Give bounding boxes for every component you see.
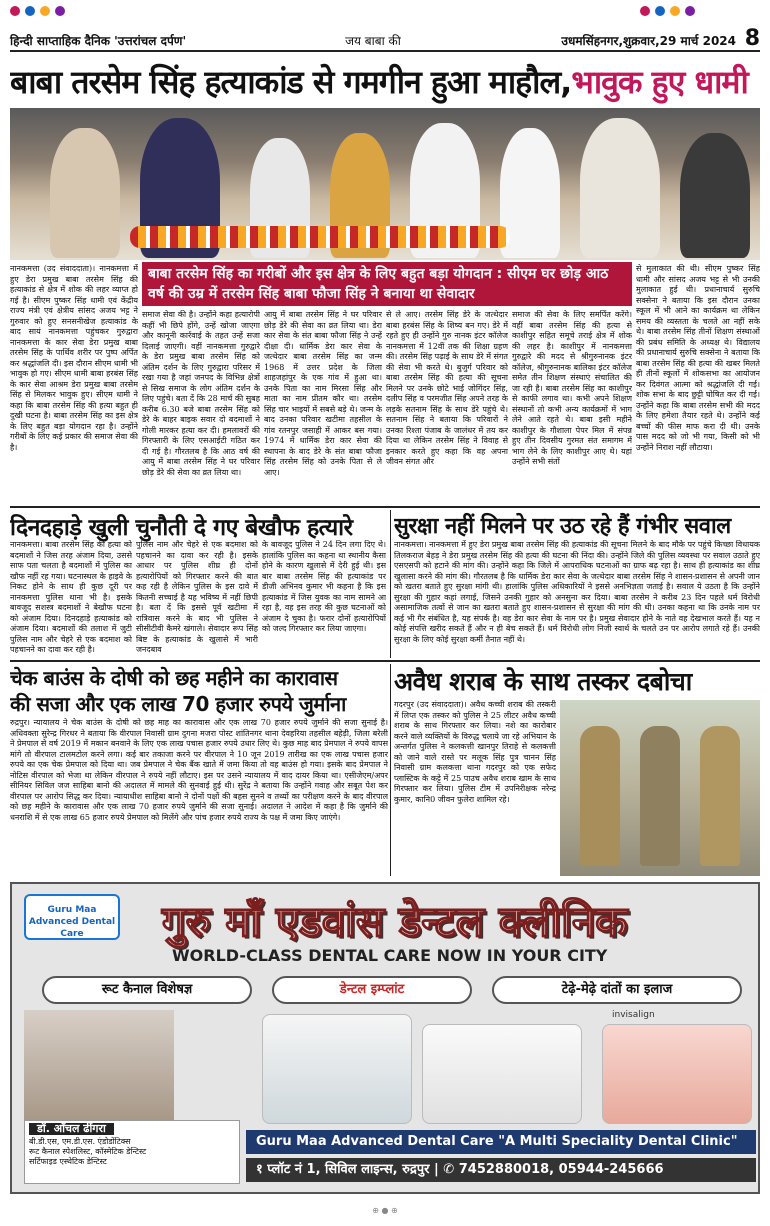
paper-name: हिन्दी साप्ताहिक दैनिक 'उत्तरांचल दर्पण' (10, 33, 187, 48)
ad-title: गुरु माँ एडवांस डेन्टल क्लीनिक (162, 897, 628, 946)
doctor-name: डॉ. आँचल ढींगरा (29, 1123, 114, 1135)
ad-tagline: WORLD-CLASS DENTAL CARE NOW IN YOUR CITY (172, 946, 608, 965)
lead-headline-accent: भावुक हुए धामी (571, 63, 748, 101)
dot (55, 6, 65, 16)
flower-garland (130, 226, 510, 248)
clinic-logo (24, 894, 120, 940)
color-dots-right (640, 6, 695, 16)
story4-body: रुद्रपुर। न्यायालय ने चेक बाउंस के दोषी को छह माह का कारावास और एक लाख 70 हजार रुपये जुर्माने की सजा सुनाई है। अधिवक्ता सुरेन्द्र गिरधर ने बताया कि वीरपाल निवासी ग्राम दुगना मजरा पोस्ट शांतिनगर थाना देवहरिया तहसील बहेड़ी, जिला बरेली ने प्रेमपाल से वर्ष 2019 में मकान बनवाने के लिए एक लाख पचास हजार रुपये उधार लिए थे। कुछ माह बाद प्रेमपाल ने रुपये वापस मांगे तो वीरपाल टालमटोल करने लगा। कई बार तकाजा करने पर वीरपाल ने 10 जून 2019 तारीख का एक लाख पचास हजार रुपये का एक चेक प्रेमपाल को दिया था। जब प्रेमपाल ने चेक बैंक खाते में जमा किया तो वह बाउंस हो गया। इसके बाद प्रेमपाल ने नोटिस वीरपाल को भेजा था लेकिन वीरपाल ने रुपये नहीं लौटाए। इस पर उसने न्यायालय में वाद दायर किया था। एसीजेएम/अपर सीनियर सिविल जज साहिबा बानो की अदालत में मामले की सुनवाई हुई थी। सुरेंद्र ने बताया कि उन्होंने गवाह और सबूत पेश कर वीरपाल पर आरोप सिद्ध कर दिया। न्यायाधीश साहिबा बानो ने दोनों पक्षों की बहस सुनने व तथ्यों का परीक्षण करने के बाद वीरपाल को छह महीने के कारावास और एक लाख 70 हजार रुपये जुर्माने की सजा सुनाई। अदालत ने आदेश में कहा है कि जुर्माने की धनराशि में से एक लाख 65 हजार रुपये प्रेमपाल को मिलेंगे और पांच हजार रुपये राज्य के पक्ष में जमा किए जाएंगे। (10, 718, 388, 822)
divider (390, 510, 391, 658)
service-pill-implant: डेन्टल इम्प्लांट (272, 976, 472, 1004)
story4-headline-line2: की सजा और एक लाख 70 हजार रुपये जुर्माना (10, 692, 346, 716)
dot (40, 6, 50, 16)
story5-photo (560, 700, 760, 876)
police-officer-figure (580, 726, 620, 866)
person-figure (50, 128, 120, 258)
lead-subhead: बाबा तरसेम सिंह का गरीबों और इस क्षेत्र के लिए बहुत बड़ा योगदान : सीएम घर छोड़ आठ वर्ष की उम्र में तरसेम सिंह बाबा फौजा सिंह ने बनाया था सेवादार (142, 262, 632, 306)
dot (10, 6, 20, 16)
lead-col-3: आयु में बाबा तरसेम सिंह ने घर परिवार छोड़ डेरे की सेवा का व्रत लिया था। डेरा कार सेवा के संत बाबा फौजा सिंह ने उन्हें दीक्षा दी। धार्मिक डेरा कार सेवा के जत्थेदार बाबा तरसेम सिंह का जन्म 1968 में उत्तर प्रदेश के जिला शाहजहांपुर के एक गांव में हुआ था। उनके पिता का नाम मिरसा सिंह और माता का नाम प्रीतम कौर था। तरसेम सिंह चार भाइयों में सबसे बड़े थे। जन्म के बाद उनका परिवार खटीमा तहसील के गांव रतनपुर जसाही में आकर बस गया। 1974 में धार्मिक डेरा कार सेवा की स्थापना के बाद डेरे के संत बाबा फौजा सिंह तरसेम सिंह को उनके पिता से ले आए। (264, 310, 382, 477)
doctor-photo (24, 1010, 174, 1120)
lead-col-5: समाज की सेवा के लिए समर्पित करेंगे। वहीं बाबा तरसेम सिंह की हत्या से काशीपुर सहित समूचे तराई क्षेत्र में शोक की लहर है। काशीपुर में नानकमत्ता गुरुद्वारे की मदद से श्रीगुरुनानक इंटर कॉलेज, श्रीगुरुनानक बालिका इंटर कॉलेज समेत तीन शिक्षण संस्थाएं संचालित की जा रही है। बाबा तरसेम सिंह का काशीपुर से काफी लगाव था। कभी अपने शिक्षण संस्थानों तो कभी अन्य कार्यक्रमों में भाग लेने आते रहते थे। बाबा इसी महीने काशीपुर के गौशाला पेपर मिल में संपन्न हुए तीन दिवसीय गुरमत संत समागम में भाग लेने के लिए काशीपुर आए थे। यहां उन्होंने सभी संतों (512, 310, 632, 466)
story5-body: गदरपुर (उद संवाददाता)। अवैध कच्ची शराब की तस्करी में लिप्त एक तस्कर को पुलिस ने 25 लीटर अवैध कच्ची शराब के साथ गिरफ्तार कर लिया। नशे का कारोबार करने वाले व्यक्तियों के विरुद्ध चलाये जा रहे अभियान के अन्तर्गत पुलिस ने कलकत्ती खानपुर तिराहे से कलकत्ती को जाने वाले रास्ते पर मलूक सिंह पुत्र चानन सिंह निवासी ग्राम कलकत्ता थाना गदरपुर को एक सफेद प्लास्टिक के कट्टे में 25 पाउच अवैध शराब खाम के साथ गिरफ्तार कर लिया। पुलिस टीम में उपनिरीक्षक नरेन्द्र कुमार, कानि0 जीवन फुलेरा शामिल रहे। (394, 700, 556, 804)
dot (670, 6, 680, 16)
lead-photo (10, 108, 760, 260)
dot (655, 6, 665, 16)
dateline: उधमसिंहनगर,शुक्रवार,29 मार्च 2024 (561, 33, 736, 48)
lead-col-4: से ले आए। तरसेम सिंह डेरे के जत्थेदार बाबा हरबंस सिंह के शिष्य बन गए। डेरे में रहते हुए ही उन्होंने गुरु नानक इंटर कॉलेज नानकमत्ता में 12वीं तक की शिक्षा ग्रहण की। तरसेम सिंह पढ़ाई के साथ डेरे में संगत की सेवा भी करते थे। बुजुर्ग परिवार को बाबा तरसेम सिंह की हत्या की सूचना मिलने पर उनके छोटे भाई जोगिंदर सिंह, दलीप सिंह व परमजीत सिंह अपने तरह के लड़के सतनाम सिंह के साथ डेरे पहुंचे थे। सतनाम सिंह ने बताया कि परिवारों ने उनका रिश्ता पंजाब के जालंधर में तय कर दिया था लेकिन तरसेम सिंह ने विवाह से इनकार करते हुए कहा कि वह अपना जीवन संगत और (386, 310, 508, 466)
lead-col-6: से मुलाकात की थी। सीएम पुष्कर सिंह धामी और सांसद अजय भट्ट से भी उनकी मुलाकात हुई थी। प्रधानाचार्य सुरुचि सक्सेना ने बताया कि इस दौरान उनका स्कूल में भी आने का कार्यक्रम था लेकिन समय की व्यस्तता के चलते आ नहीं सके थे। बाबा तरसेम सिंह तीनों शिक्षण संस्थाओं की प्रबंध समिति के अध्यक्ष थे। विद्यालय की प्रधानाचार्य सुरुचि सक्सेना ने बताया कि बाबा तरसेम सिंह की हत्या की खबर मिलते ही तीनों स्कूलों में शोकसभा का आयोजन कर दिवंगत आत्मा को श्रद्धांजलि दी गई। शोक सभा के बाद छुट्टी घोषित कर दी गई। उन्होंने कहा कि बाबा तरसेम सभी की मदद के लिए हमेशा तैयार रहते थे। उन्होंने कई बच्चों की फीस माफ करा दी थी। उनके पास मदद को जो भी गया, किसी को भी उन्होंने निराश नहीं लौटाया। (636, 264, 760, 452)
lead-col-1: नानकमत्ता (उद संवाददाता)। नानकमत्ता में हुए डेरा प्रमुख बाबा तरसेम सिंह की हत्याकांड से क्षेत्र में शोक की लहर व्याप्त हो गई है। सीएम पुष्कर सिंह धामी एवं केंद्रीय राज्य मंत्री एवं क्षेत्रीय सांसद अजय भट्ट ने गुरुवार को हुए सनसनीखेज हत्याकांड के बाद सायं नानकमत्ता पहुंचकर गुरुद्वारा नानकमत्ता के कार सेवा डेरा प्रमुख बाबा तरसेम सिंह के पार्थिव शरीर पर पुष्प अर्पित कर श्रद्धांजलि दी। इस दौरान सीएम धामी भी भावुक हो गए। सीएम धामी बाबा हरबंस सिंह के कार सेवा आश्रम डेरा प्रमुख बाबा तरसेम सिंह से मिलकर भावुक हुए। सीएम धामी ने कहा कि बाबा तरसेम सिंह की हत्या बहुत ही दुखी घटना है। बाबा तरसेम सिंह का इस क्षेत्र के लिए बहुत बड़ा योगदान रहा है। उन्होंने गरीबों के लिए कई प्रकार की समाज सेवा की है। (10, 264, 138, 452)
lead-headline-main: बाबा तरसेम सिंह हत्याकांड से गमगीन हुआ माहौल, (10, 63, 572, 101)
doctor-qual-3: सर्टिफाइड एस्थेटिक डेन्टिस्ट (29, 1157, 107, 1166)
clinic-banner: Guru Maa Advanced Dental Care "A Multi Speciality Dental Clinic" (246, 1130, 756, 1154)
dental-clinic-ad (10, 882, 760, 1194)
story2-col-2: पुलिस नाम और चेहरे से एक बदमाश को पहचानने का दावा कर रही है। इसके आधार पर पुलिस शीघ्र ही दोनों हत्यारोपियों को गिरफ्तार करने की बात कह रही है लेकिन पुलिस के इस दावे में कितनी सच्चाई है यह भविष्य में नहीं छिपी है। बता दें कि इससे पूर्व खटीमा में रात्रिवास करने के बाद भी पुलिस ने सीसीटीवी कैमरे खंगाले। सेवादार रूप सिंह बिष्ट के हत्याकांड के खुलासे में भारी जनदबाव (136, 540, 258, 654)
arrested-man-figure (640, 726, 680, 866)
clinic-address: १ प्लॉट नं 1, सिविल लाइन्स, रुद्रपुर | ✆ 7452880018, 05944-245666 (246, 1158, 756, 1182)
lead-col-2: समाज सेवा की है। उन्होंने कहा हत्यारोपी कहीं भी छिपे होंगे, उन्हें खोजा जाएगा और कानूनी कार्रवाई के तहत उन्हें सजा दिलाई जाएगी। वहीं नानकमत्ता गुरुद्वारे के डेरा प्रमुख बाबा तरसेम सिंह को अंतिम दर्शन के लिए गुरुद्वारा परिसर में रखा गया है जहां जनपद के विभिन्न क्षेत्रों से सिख समाज के लोग अंतिम दर्शन के लिए पहुंचे। बता दें कि 28 मार्च की सुबह करीब 6.30 बजे बाबा तरसेम सिंह को डेरे के बाहर बाइक सवार दो बदमाशों ने गोली मारकर हत्या कर दी। हमलावरों की गिरफ्तारी के लिए एसआईटी गठित कर दी गई है। गौरतलब है कि आठ वर्ष की आयु में बाबा तरसेम सिंह ने घर परिवार छोड़ डेरे की सेवा का व्रत लिया था। (142, 310, 260, 477)
story4-headline-line1: चेक बाउंस के दोषी को छह महीने का कारावास (10, 666, 338, 690)
story3-headline: सुरक्षा नहीं मिलने पर उठ रहे हैं गंभीर सवाल (394, 514, 731, 539)
implant-illustration (262, 1014, 412, 1124)
story5-headline: अवैध शराब के साथ तस्कर दबोचा (394, 667, 692, 696)
page-number: 8 (744, 26, 760, 51)
aligner-brand-mark: invisalign (612, 1010, 655, 1020)
person-figure (580, 118, 660, 258)
service-pill-root-canal: रूट कैनाल विशेषज्ञ (42, 976, 252, 1004)
logo-line-1: Guru Maa (47, 905, 97, 915)
dot (685, 6, 695, 16)
slogan: जय बाबा की (345, 33, 401, 48)
doctor-qual-1: बी.डी.एस, एम.डी.एस. एंडोडोंटिक्स (29, 1137, 131, 1146)
divider (390, 664, 391, 876)
police-officer-figure (700, 726, 740, 866)
story2-col-1: नानकमत्ता। बाबा तरसेम सिंह की हत्या को बदमाशों ने जिस तरह अंजाम दिया, उससे साफ पता चलता है बदमाशों में पुलिस का खौफ नहीं रह गया। घटनास्थल के हाइवे के निकट होने के साथ ही कुछ दूरी पर नानकमत्ता पुलिस थाना भी है। इसके बावजूद सशस्त्र बदमाशों ने बेखौफ घटना को अंजाम दिया। दिनदहाड़े हत्याकांड को अंजाम दिया। बदमाशों की तलाश में जुटी पुलिस नाम और चेहरे से एक बदमाश को पहचानने का दावा कर रही है। (10, 540, 132, 654)
person-figure (680, 133, 750, 258)
dot (640, 6, 650, 16)
divider (10, 506, 760, 508)
doctor-credentials (24, 1120, 240, 1184)
story3-body: नानकमत्ता। नानकमत्ता में हुए डेरा प्रमुख बाबा तरसेम सिंह की हत्याकांड की सूचना मिलने के बाद मौके पर पहुंचे किच्छा विधायक तिलकराज बेहड़ ने डेरा प्रमुख तरसेम सिंह की हत्या की घटना की निंदा की। उन्होंने जिले की पुलिस व्यवस्था पर सवाल उठाते हुए एसएसपी को हटाने की मांग की। उन्होंने कहा कि जिले में आपराधिक घटनाओं का ग्राफ बढ़ रहा है। साथ ही हत्याकांड का शीघ्र खुलासा करने की मांग की। गौरतलब है कि धार्मिक डेरा कार सेवा के जत्थेदार बाबा तरसेम सिंह ने शासन-प्रशासन से अपनी जान को खतरा बताते हुए सुरक्षा मांगी थी। हालांकि पुलिस अधिकारियों ने इससे अनभिज्ञता जताई है। सवाल ये उठता है कि उन्होंने सुरक्षा की गुहार कहां लगाई, जिसने उनकी गुहार को अनसुना कर दिया। बाबा तरसेम ने करीब 23 दिन पहले धर्म विरोधी असामाजिक तत्वों से जान का खतरा बताते हुए शासन-प्रशासन से सुरक्षा की मांग की थी। उनका कहना था कि उनके नाम पर कई भी गैर संबंधित है, यह संपर्क है। वह डेरा कार सेवा के नाम पर है। प्रमुख सेवादार होने के नाते वह देखभाल करते हैं। यह न कोई संपत्ति खरीद सकते हैं और न ही बेच सकते हैं। धर्म विरोधी लोग निजी स्वार्थ के चलते उन पर आरोप लगाते रहे हैं। उनकी सुरक्षा के लिए कोई सुरक्षा कर्मी तैनात नहीं थे। (394, 540, 760, 644)
aligner-illustration (422, 1024, 582, 1124)
doctor-qual-2: रूट कैनाल स्पेशलिस्ट, कॉस्मेटिक डेन्टिस्ट (29, 1147, 147, 1156)
divider (10, 660, 760, 662)
registration-mark: ⊕ ● ⊕ (372, 1206, 398, 1215)
service-pill-orthodontics: टेढ़े-मेढ़े दांतों का इलाज (492, 976, 742, 1004)
smile-illustration (602, 1024, 752, 1124)
lead-headline (10, 60, 760, 104)
page-header (10, 26, 760, 52)
story2-headline: दिनदहाड़े खुली चुनौती दे गए बेखौफ हत्यारे (10, 515, 353, 541)
story2-col-3: के बावजूद पुलिस ने 24 दिन लगा दिए थे। हालांकि पुलिस का कहना था स्थानीय कैसा होने के कारण खुलासे में देरी हुई थी। इस बार बाबा तरसेम सिंह की हत्याकांड पर डीजी अभिनव कुमार भी कहना है कि इस हत्याकांड में जिस युवक का नाम सामने आ रहा है, वह इस तरह की कुछ घटनाओं को अंजाम दे चुका है। फरार दोनों हत्यारोपियों को जल्द गिरफ्तार कर लिया जाएगा। (262, 540, 386, 633)
dot (25, 6, 35, 16)
color-dots-left (10, 6, 65, 16)
logo-line-2: Advanced Dental Care (28, 917, 116, 939)
